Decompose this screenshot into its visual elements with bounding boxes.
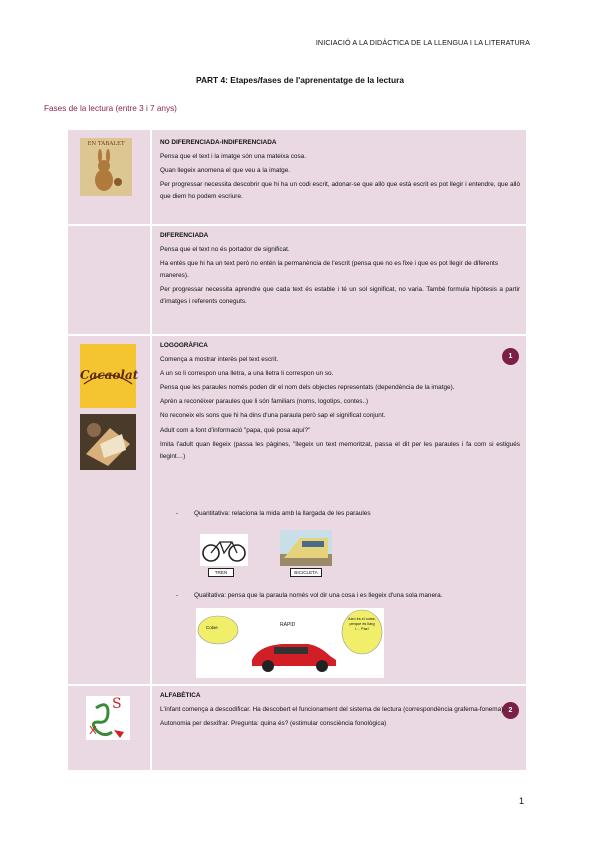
- phase-text: [160, 690, 520, 730]
- reading-child-photo: [80, 414, 136, 470]
- step-badge: 2: [502, 702, 519, 719]
- section-heading: Fases de la lectura (entre 3 i 7 anys): [44, 104, 177, 113]
- phase-heading: ALFABÈTICA: [160, 692, 201, 699]
- book-cover-image: [80, 138, 132, 196]
- train-icon: [280, 530, 332, 566]
- phase-line: L'infant comença a descodificar. Ha descobert el funcionament del sistema de lectura (correspondència grafema-fonema).: [160, 706, 506, 714]
- word-label-tren: TREN: [208, 568, 234, 577]
- book-cover-title: EN TABALET: [87, 141, 125, 147]
- phase-line: Comença a mostrar interès pel text escrit.: [160, 356, 279, 364]
- car-word-label: RÀPID: [280, 622, 296, 628]
- speech-bubble-left: Cotxe: [206, 625, 218, 630]
- phase-heading: LOGOGRÀFICA: [160, 342, 208, 349]
- page-number: 1: [518, 796, 524, 806]
- step-badge: 1: [502, 348, 519, 365]
- car-comic-image: [196, 608, 384, 678]
- train-image: [280, 530, 332, 566]
- cacaolat-logo-image: [80, 344, 139, 408]
- phase-line: Per progressar necessita aprendre que cada text és estable i té un sol significat, no varia. També formula hipòtesis a partir d'imatges i referents coneguts.: [160, 286, 520, 306]
- phase-line: Per progressar necessita descobrir que hi ha un codi escrit, adonar-se que allò que està escrit es pot llegir i entendre, que allò que diem ho podem escriure.: [160, 181, 520, 201]
- phase-row-indiferenciada: [68, 130, 526, 224]
- phase-text: [160, 230, 520, 309]
- bullet-dash: -: [176, 592, 179, 599]
- phase-line: Adult com a font d'informació "papa, què posa aquí?": [160, 426, 311, 434]
- phase-heading: DIFERENCIADA: [160, 232, 209, 239]
- phase-line: Quan llegeix anomena el que veu a la imatge.: [160, 167, 291, 175]
- phase-line: Pensa que les paraules només poden dir el nom dels objectes representats (dependència de la imatge).: [160, 384, 455, 392]
- phase-heading: NO DIFERENCIADA-INDIFERENCIADA: [160, 139, 277, 146]
- running-header: INICIACIÓ A LA DIDÀCTICA DE LA LLENGUA I LA LITERATURA: [315, 38, 530, 47]
- phases-table: [68, 130, 526, 770]
- bicycle-image: [200, 534, 248, 566]
- bullet-dash: -: [176, 510, 179, 517]
- alphabet-letter: S: [112, 696, 122, 712]
- phase-line: Aprèn a reconèixer paraules que li són familiars (noms, logotips, contes..): [160, 398, 369, 406]
- phase-row-diferenciada: [68, 226, 526, 334]
- bicycle-icon: [200, 534, 248, 566]
- phase-line: No reconeix els sons que hi ha dins d'una paraula però sap el significat conjunt.: [160, 412, 386, 420]
- phase-line: Autonomia per desxifrar. Pregunta: quina és? (estimular consciència fonològica): [160, 720, 387, 728]
- phase-row-logografica: [68, 336, 526, 684]
- phase-text: [160, 340, 520, 463]
- phase-line: Pensa que el text no és portador de significat.: [160, 246, 290, 254]
- phase-line: Ha entès que hi ha un text però no entén la permanència de l'escrit (pensa que no es fixe i que es pot llegir de diferents maneres).: [160, 260, 499, 280]
- speech-bubble-right: Això és el cotxe, perquè és llarg i… Pas!: [348, 617, 376, 631]
- phase-line: Imita l'adult quan llegeix (passa les pàgines, "llegeix un text memoritzat, passa el dit per les paraules i fa com si estigués llegint…): [160, 440, 520, 460]
- bullet-text: Qualitativa: pensa que la paraula només vol dir una cosa i es llegeix d'una sola manera.: [194, 592, 443, 599]
- phase-line: Pensa que el text i la imatge són una mateixa cosa.: [160, 153, 307, 161]
- phase-text: [160, 137, 520, 203]
- phase-line: A un so li correspon una lletra, a una lletra li correspon un so.: [160, 370, 334, 378]
- cacaolat-logo-text: Cacaolat: [80, 368, 139, 382]
- photo-placeholder-icon: [80, 414, 136, 470]
- alphabet-snake-image: [86, 696, 130, 740]
- word-label-bicicleta: BICICLETA: [290, 568, 322, 577]
- page-title: PART 4: Etapes/fases de l'aprenentatge de la lectura: [195, 75, 405, 85]
- bullet-text: Quantitativa: relaciona la mida amb la llargada de les paraules: [194, 510, 371, 517]
- phase-row-alfabetica: [68, 686, 526, 770]
- snake-letter-icon: [86, 696, 130, 740]
